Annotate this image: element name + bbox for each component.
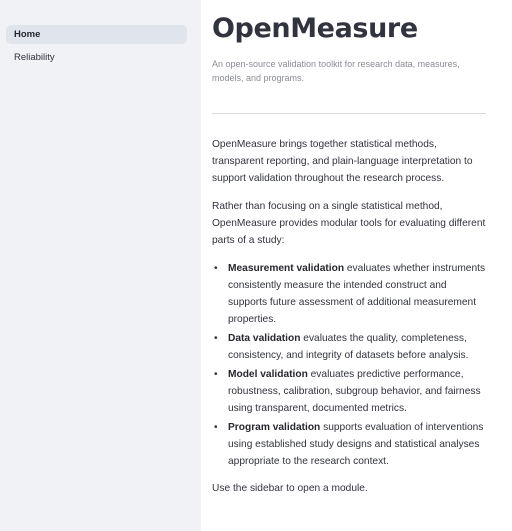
module-description: evaluates whether instruments consistently measure the intended construct and supports future assessment of additional measurement properties. [228,263,486,325]
module-name: Data validation [228,333,301,344]
page-subtitle: An open-source validation toolkit for research data, measures, models, and programs. [212,59,460,83]
module-name: Program validation [228,422,321,433]
modular-paragraph: Rather than focusing on a single statistical method, OpenMeasure provides modular tools for evaluating different parts of a study: [212,201,486,246]
page-title: OpenMeasure [212,13,418,44]
module-description: evaluates predictive performance, robustness, calibration, subgroup behavior, and fairness using transparent, documented metrics. [228,369,481,414]
main-content [201,0,512,531]
module-description: supports evaluation of interventions using established study designs and statistical analyses appropriate to the research context. [228,422,484,467]
list-item-model [212,366,486,417]
list-item-program [212,419,486,470]
footer-paragraph: Use the sidebar to open a module. [212,483,368,494]
divider [212,113,486,114]
list-item-measurement [212,260,486,328]
module-name: Measurement validation [228,263,345,274]
bullet-icon: • [214,333,218,344]
module-description: evaluates the quality, completeness, consistency, and integrity of datasets before analysis. [228,333,469,361]
sidebar-item-reliability[interactable]: Reliability [14,52,55,63]
module-list [212,260,486,470]
module-name: Model validation [228,369,308,380]
sidebar-item-home[interactable]: Home [6,25,187,44]
intro-paragraph: OpenMeasure brings together statistical methods, transparent reporting, and plain-language interpretation to support validation throughout the research process. [212,139,473,184]
list-item-data [212,330,486,364]
bullet-icon: • [214,369,218,380]
bullet-icon: • [214,422,218,433]
bullet-icon: • [214,263,218,274]
sidebar [0,0,201,531]
